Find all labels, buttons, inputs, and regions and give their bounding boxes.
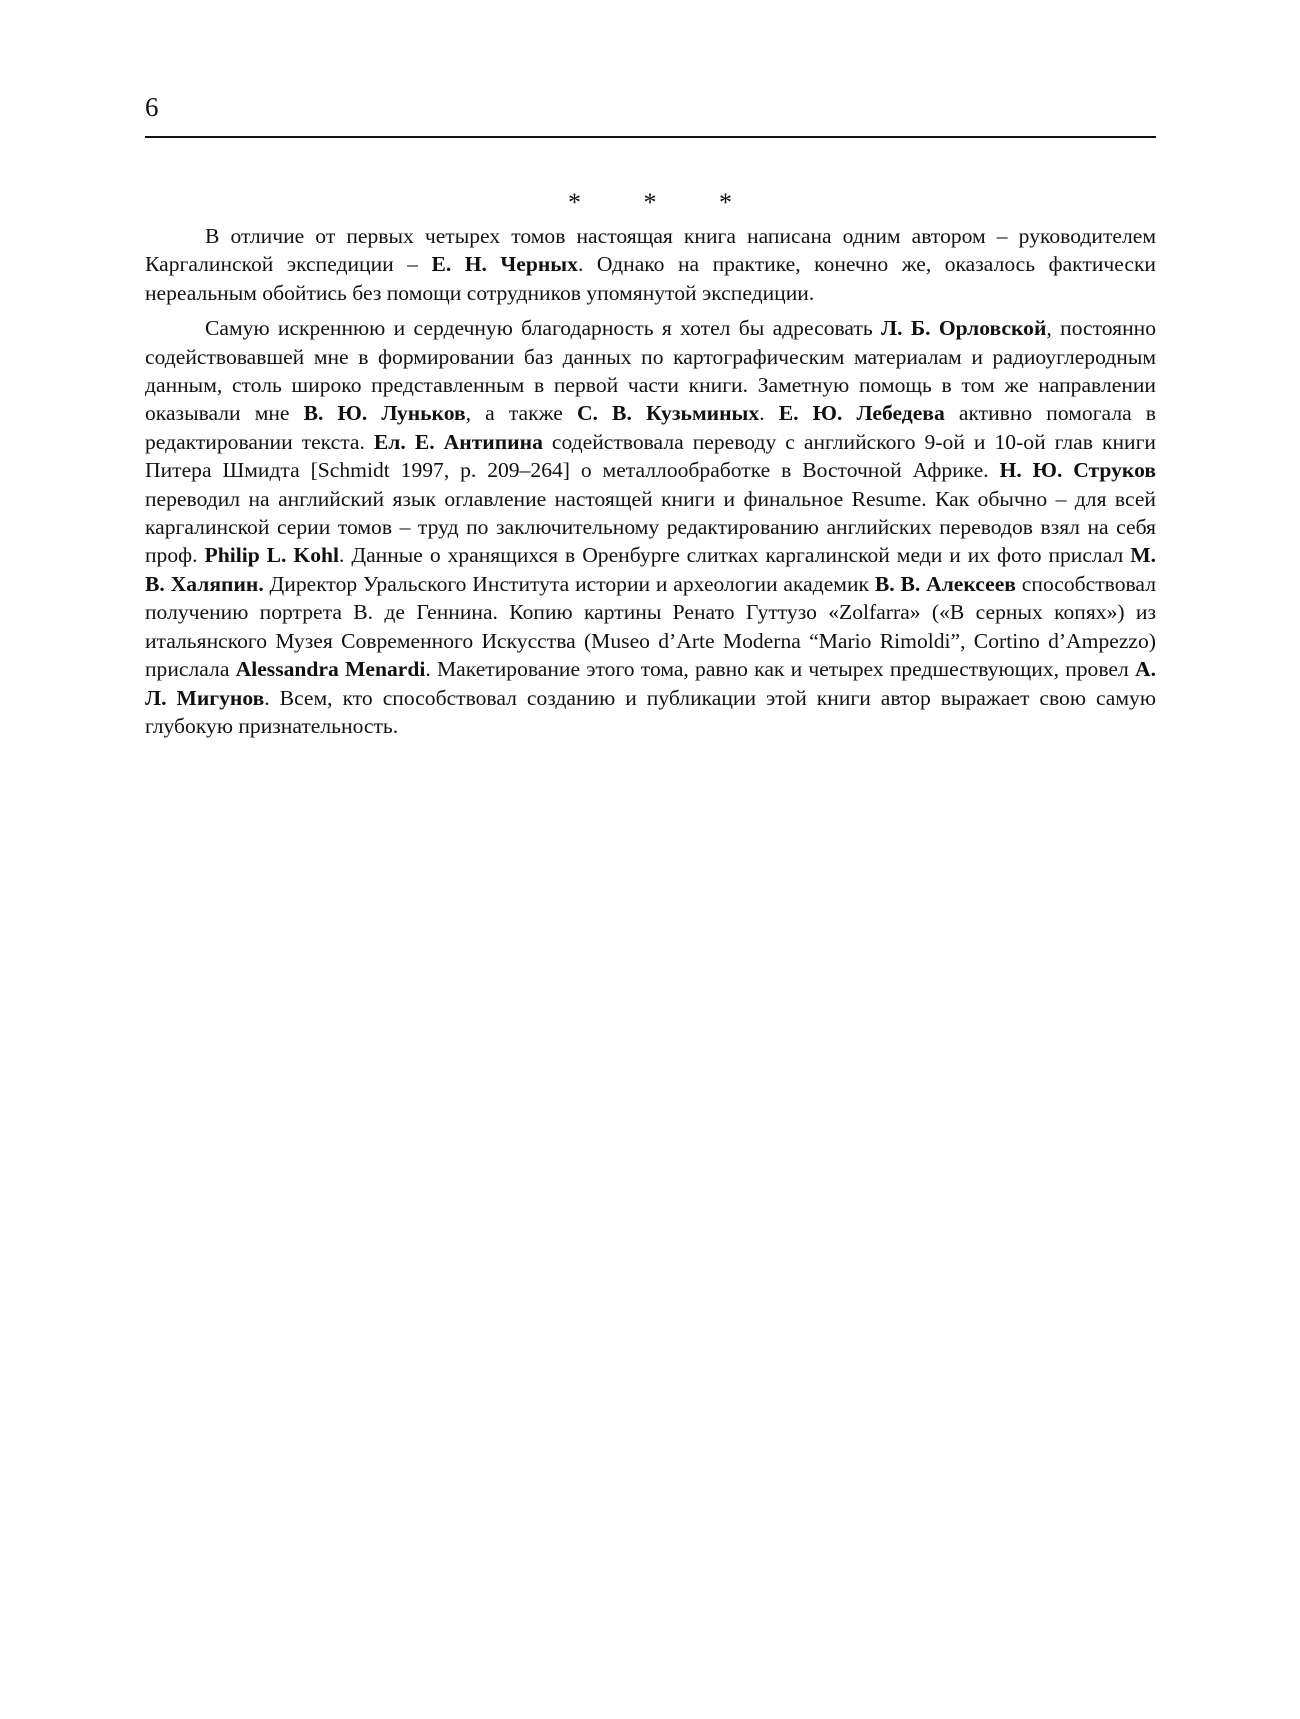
paragraph-text: , а также (465, 401, 577, 426)
header-rule (145, 136, 1156, 138)
paragraph (145, 314, 1156, 740)
person-name: Л. Б. Орловской (881, 316, 1047, 341)
person-name: Е. Н. Черных (431, 252, 578, 277)
person-name: В. В. Алексеев (874, 571, 1016, 596)
person-name: М. В. Халяпин. (145, 543, 1156, 596)
paragraph-text: . Однако на практике, конечно же, оказалось фактически нереальным обойтись без помощи сотрудников упомянутой экспедиции. (145, 252, 1156, 305)
paragraph-text: В отличие от первых четырех томов настоящая книга написана одним автором – руководителем Каргалинской экспедиции – (145, 224, 1156, 277)
paragraph-text: переводил на английский язык оглавление настоящей книги и финальное Resume. Как обычно – для всей каргалинской серии томов – труд по заключительному редактированию английских переводов взял на себя проф. (145, 486, 1156, 568)
paragraph-text: . Данные о хранящихся в Оренбурге слитках каргалинской меди и их фото прислал (339, 543, 1131, 568)
body-text (145, 222, 1156, 747)
person-name: Alessandra Menardi (235, 657, 426, 682)
paragraph-text: активно помогала в редактировании текста. (145, 401, 1156, 454)
person-name: В. Ю. Луньков (303, 401, 466, 426)
person-name: С. В. Кузьминых (576, 401, 760, 426)
paragraph-text: содействовала переводу с английского 9-ой и 10-ой глав книги Питера Шмидта [Schmidt 1997, p. 209–264] о металлообработке в Восточной Африке. (145, 429, 1156, 483)
person-name: Philip L. Kohl (204, 543, 340, 568)
paragraph-text: . (759, 401, 779, 426)
paragraph-text: , постоянно содействовавшей мне в формировании баз данных по картографическим материалам и радиоуглеродным данным, столь широко представленным в первой части книги. Заметную помощь в том же направлении оказывали мне (145, 316, 1157, 426)
page-number: 6 (145, 92, 159, 122)
paragraph-text: Директор Уральского Института истории и археологии академик (263, 571, 875, 596)
section-separator: * * * (568, 188, 760, 217)
paragraph-text: способствовал получению портрета В. де Геннина. Копию картины Ренато Гуттузо «Zolfarra» («В серных копях») из итальянского Музея Современного Искусства (Museo d’Arte Moderna “Mario Rimoldi”, Cortino d’Ampezzo) прислала (145, 571, 1156, 682)
paragraph-text: . Всем, кто способствовал созданию и публикации этой книги автор выражает свою самую глубокую признательность. (145, 685, 1156, 738)
person-name: А. Л. Мигунов (145, 657, 1156, 710)
paragraph-text: Самую искреннюю и сердечную благодарность я хотел бы адресовать (205, 316, 882, 341)
person-name: Н. Ю. Струков (999, 458, 1157, 483)
paragraph (145, 222, 1156, 307)
person-name: Ел. Е. Антипина (373, 429, 543, 454)
person-name: Е. Ю. Лебедева (778, 401, 945, 426)
paragraph-text: . Макетирование этого тома, равно как и четырех предшествующих, провел (425, 657, 1135, 682)
